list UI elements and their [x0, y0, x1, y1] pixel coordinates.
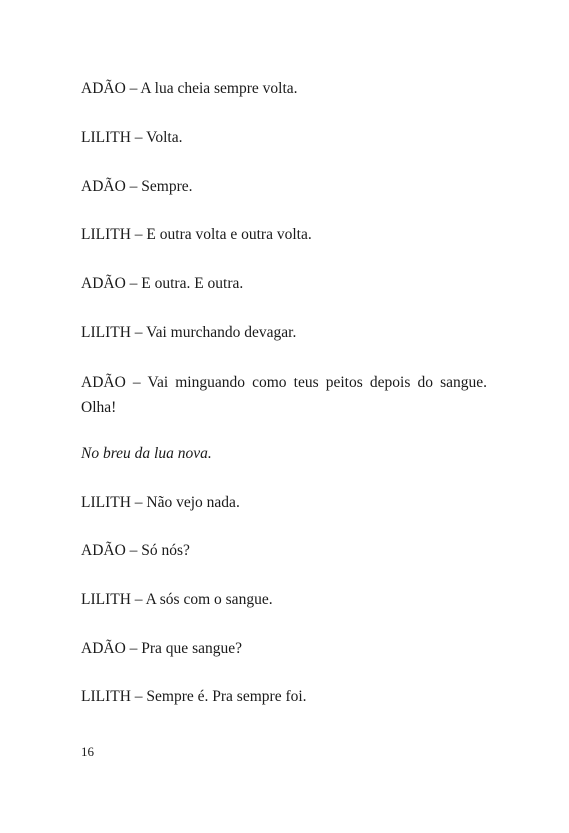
dialogue-line: ADÃO – E outra. E outra.: [81, 275, 244, 292]
dialogue-line: ADÃO – Sempre.: [81, 178, 193, 195]
dialogue-line: ADÃO – Pra que sangue?: [81, 640, 242, 657]
dialogue-line: LILITH – A sós com o sangue.: [81, 591, 273, 608]
dialogue-line: LILITH – Não vejo nada.: [81, 494, 240, 511]
dialogue-line: LILITH – E outra volta e outra volta.: [81, 226, 312, 243]
page-number: 16: [81, 744, 94, 759]
dialogue-line: ADÃO – A lua cheia sempre volta.: [81, 80, 298, 97]
dialogue-line: LILITH – Sempre é. Pra sempre foi.: [81, 688, 307, 705]
dialogue-line: LILITH – Volta.: [81, 129, 183, 146]
dialogue-line: ADÃO – Vai minguando como teus peitos depois do sangue. Olha!: [81, 374, 487, 416]
stage-direction: No breu da lua nova.: [81, 445, 212, 462]
dialogue-line: LILITH – Vai murchando devagar.: [81, 324, 297, 341]
dialogue-line: ADÃO – Só nós?: [81, 542, 190, 559]
